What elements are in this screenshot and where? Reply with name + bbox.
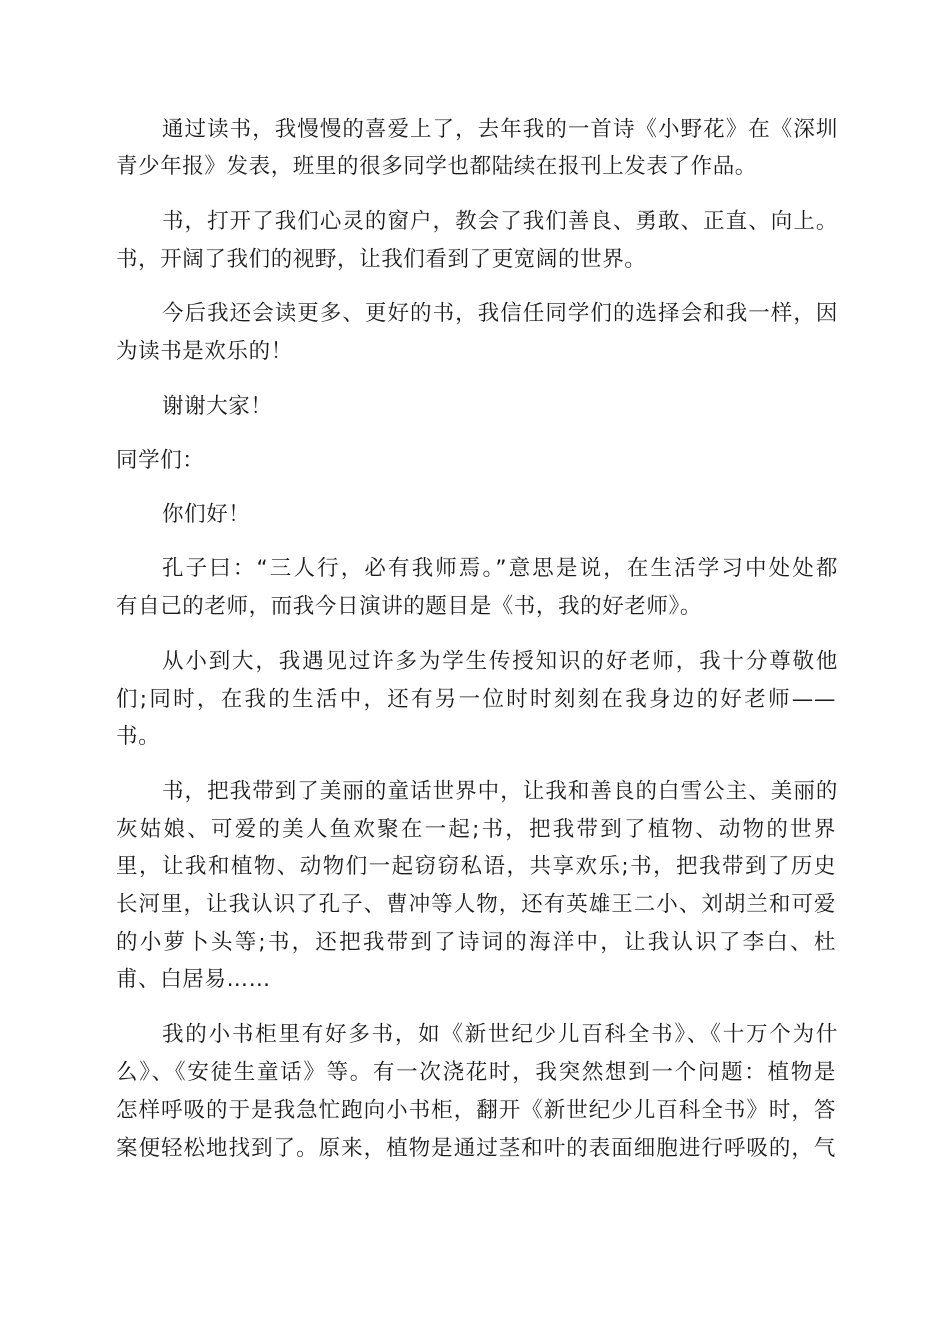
- paragraph-line: 里，让我和植物、动物们一起窃窃私语，共享欢乐;书，把我带到了历史: [116, 854, 836, 879]
- paragraph-line: 案便轻松地找到了。原来，植物是通过茎和叶的表面细胞进行呼吸的，气: [116, 1136, 836, 1161]
- paragraph-line: 甫、白居易……: [116, 967, 271, 992]
- paragraph-line: 青少年报》发表，班里的很多同学也都陆续在报刊上发表了作品。: [116, 154, 757, 179]
- paragraph-line: 么》、《安徒生童话》等。有一次浇花时，我突然想到一个问题：植物是: [116, 1060, 836, 1085]
- paragraph-line: 书，打开了我们心灵的窗户，教会了我们善良、勇敢、正直、向上。: [162, 209, 838, 234]
- paragraph-line: 长河里，让我认识了孔子、曹冲等人物，还有英雄王二小、刘胡兰和可爱: [116, 892, 836, 917]
- greeting-line: 你们好！: [162, 502, 251, 527]
- paragraph-line: 有自己的老师，而我今日演讲的题目是《书，我的好老师》。: [116, 594, 702, 619]
- paragraph-line: 书。: [116, 724, 161, 749]
- paragraph-line: 的小萝卜头等;书，还把我带到了诗词的海洋中，让我认识了李白、杜: [116, 930, 836, 955]
- paragraph-line: 书，开阔了我们的视野，让我们看到了更宽阔的世界。: [116, 247, 647, 272]
- paragraph-line: 为读书是欢乐的！: [116, 339, 293, 364]
- paragraph-line: 通过读书，我慢慢的喜爱上了，去年我的一首诗《小野花》在《深圳: [162, 117, 838, 142]
- paragraph-line: 灰姑娘、可爱的美人鱼欢聚在一起;书，把我带到了植物、动物的世界: [116, 817, 836, 842]
- salutation-line: 同学们：: [116, 448, 205, 473]
- paragraph-line: 今后我还会读更多、更好的书，我信任同学们的选择会和我一样，因: [162, 301, 838, 326]
- paragraph-line: 从小到大，我遇见过许多为学生传授知识的好老师，我十分尊敬他: [162, 649, 838, 674]
- paragraph-line: 书，把我带到了美丽的童话世界中，让我和善良的白雪公主、美丽的: [162, 779, 838, 804]
- paragraph-line: 我的小书柜里有好多书，如《新世纪少儿百科全书》、《十万个为什: [162, 1022, 838, 1047]
- paragraph-line: 谢谢大家！: [162, 394, 273, 419]
- paragraph-line: 们;同时，在我的生活中，还有另一位时时刻刻在我身边的好老师——: [116, 687, 836, 712]
- paragraph-line: 孔子曰：“三人行，必有我师焉。”意思是说，在生活学习中处处都: [162, 556, 838, 581]
- paragraph-line: 怎样呼吸的于是我急忙跑向小书柜，翻开《新世纪少儿百科全书》时，答: [116, 1098, 836, 1123]
